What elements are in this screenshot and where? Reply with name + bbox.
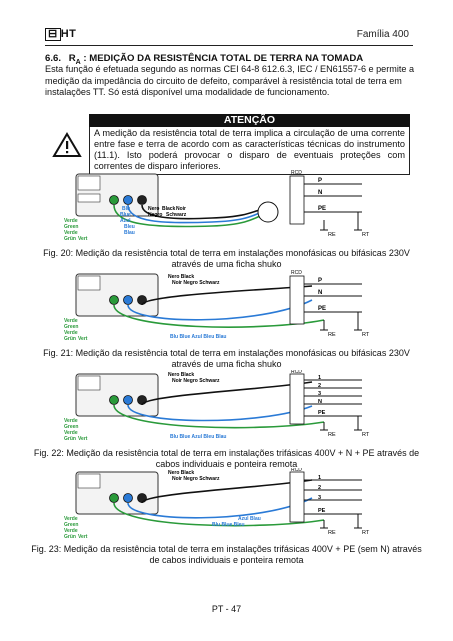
rcd-label: RCD [291, 370, 302, 375]
re-ground-icon [320, 320, 328, 330]
line-label-pe: PE [318, 306, 327, 312]
line-label-pe: PE [318, 410, 326, 416]
page-header [0, 0, 453, 50]
rt-ground-icon [354, 312, 362, 330]
line-label-2: 2 [318, 485, 322, 491]
warning-icon-box [45, 114, 89, 175]
green-label-3: Verde [64, 230, 78, 236]
green-terminal [110, 196, 119, 205]
black-terminal [138, 296, 147, 305]
rcd-box [290, 276, 304, 324]
rt-label: RT [362, 232, 370, 238]
section-title-text: : MEDIÇÃO DA RESISTÊNCIA TOTAL DE TERRA NA TOMADA [80, 53, 364, 64]
rcd-label: RCD [291, 270, 302, 276]
figure-21-diagram [62, 270, 382, 345]
black-line-1: Nero Black [168, 470, 195, 476]
instrument-display [78, 176, 100, 190]
section-number: 6.6. [45, 53, 62, 64]
blue-terminal [124, 196, 133, 205]
black-terminal [138, 396, 147, 405]
figure-23-caption: Fig. 23: Medição da resistência total de terra em instalações trifásicas 400V + PE (sem N) através de cabos individuais e ponteira remota [31, 544, 422, 565]
green-label-3: Verde [64, 528, 78, 534]
figure-20-diagram [62, 170, 382, 245]
black-wire [142, 382, 312, 405]
instrument-display [78, 276, 100, 290]
schuko-plug-icon [258, 202, 278, 222]
green-label-4: Grün [64, 436, 76, 442]
black-label-4: Negro [148, 212, 163, 218]
black-wire [142, 286, 312, 305]
black-label-1: Nero [148, 206, 160, 212]
section-title-r: R [68, 53, 76, 64]
rcd-box [290, 374, 304, 424]
blue-line-2: Blu Blue Bleu [212, 522, 245, 528]
figure-20-caption: Fig. 20: Medição da resistência total de terra em instalações monofásicas ou bifásicas 230V através de uma ficha shuko [43, 248, 410, 269]
product-family: Família 400 [356, 29, 409, 40]
green-terminal [110, 494, 119, 503]
instrument-display [78, 474, 100, 488]
green-label-1: Verde [64, 418, 78, 424]
line-label-1: 1 [318, 375, 322, 381]
header-rule [45, 45, 413, 46]
blue-line: Blu Blue Azul Bleu Blau [170, 434, 227, 440]
logo-text: HT [60, 28, 77, 40]
black-line-1: Nero Black [168, 274, 195, 280]
rt-ground-icon [354, 416, 362, 430]
black-line-2: Noir Negro Schwarz [172, 476, 220, 482]
rt-ground-icon [354, 212, 362, 230]
green-label-3: Verde [64, 330, 78, 336]
rt-ground-icon [354, 514, 362, 528]
line-label-2: 2 [318, 383, 322, 389]
black-terminal [138, 196, 147, 205]
instrument-display [78, 376, 100, 390]
blue-label-4: Bleu [124, 224, 135, 230]
rt-label: RT [362, 530, 370, 536]
black-label-2: Black [162, 206, 176, 212]
rt-label: RT [362, 332, 370, 338]
blue-label-5: Blau [124, 230, 135, 236]
instrument-badge [78, 194, 100, 202]
green-label-2: Green [64, 522, 79, 528]
green-label-4: Grün [64, 236, 76, 242]
green-terminal [110, 296, 119, 305]
re-label: RE [328, 432, 336, 438]
rcd-box [290, 472, 304, 522]
blue-terminal [124, 494, 133, 503]
rt-label: RT [362, 432, 370, 438]
green-label-1: Verde [64, 318, 78, 324]
green-label-4: Grün [64, 534, 76, 540]
blue-label-2: Blue [120, 212, 131, 218]
green-label-1: Verde [64, 516, 78, 522]
rcd-label: RCD [291, 468, 302, 473]
re-label: RE [328, 332, 336, 338]
section-title-sub: A [75, 58, 81, 66]
figure-22-diagram [62, 370, 382, 445]
black-line-1: Nero Black [168, 372, 195, 378]
green-label-5: Vert [78, 336, 88, 342]
ht-logo [45, 28, 76, 41]
warning-text: A medição da resistência total de terra implica a circulação de uma corrente entre fase e terra de acordo com as características técnicas do instrumento (11.1). Isto poderá provocar o disparo de eventuais proteções com correntes de disparo inferiores. [89, 127, 410, 175]
line-label-pe: PE [318, 206, 327, 212]
green-label-5: Vert [78, 534, 88, 540]
green-label-2: Green [64, 224, 79, 230]
re-label: RE [328, 530, 336, 536]
figure-23-diagram [62, 468, 382, 543]
line-label-n: N [318, 190, 323, 196]
line-label-3: 3 [318, 495, 322, 501]
line-label-pe: PE [318, 508, 326, 514]
logo-box: ⊟ [45, 28, 61, 41]
blue-label-3: Azul [120, 218, 131, 224]
line-label-3: 3 [318, 391, 322, 397]
green-terminal [110, 396, 119, 405]
intro-paragraph: Esta função é efetuada segundo as normas CEI 64-8 612.6.3, IEC / EN61557-6 e permite a medição da impedância do circuito de defeito, comparável à resistência total de terra em instalações TT. Só está disponível uma modalidade de funcionamento. [45, 64, 415, 97]
blue-terminal [124, 296, 133, 305]
black-line-2: Noir Negro Schwarz [172, 378, 220, 384]
line-label-n: N [318, 399, 322, 405]
figure-22-caption: Fig. 22: Medição da resistência total de terra em instalações trifásicas 400V + N + PE através de cabos individuais e ponteira remota [33, 448, 420, 469]
rcd-label: RCD [291, 170, 302, 176]
re-label: RE [328, 232, 336, 238]
blue-line: Blu Blue Azul Bleu Blau [170, 334, 227, 340]
rcd-box [290, 176, 304, 224]
warning-triangle-icon [52, 132, 82, 158]
green-label-5: Vert [78, 236, 88, 242]
page-number: PT - 47 [211, 604, 242, 614]
green-label-2: Green [64, 324, 79, 330]
black-wire [142, 480, 312, 503]
black-label-5: Schwarz [166, 212, 187, 218]
line-label-p: P [318, 278, 323, 284]
green-label-2: Green [64, 424, 79, 430]
blue-terminal [124, 396, 133, 405]
green-label-4: Grün [64, 336, 76, 342]
green-label-5: Vert [78, 436, 88, 442]
green-label-3: Verde [64, 430, 78, 436]
line-label-p: P [318, 178, 323, 184]
warning-title: ATENÇÃO [89, 114, 410, 127]
black-label-3: Noir [176, 206, 186, 212]
line-label-1: 1 [318, 475, 322, 481]
line-label-n: N [318, 290, 323, 296]
black-terminal [138, 494, 147, 503]
green-label-1: Verde [64, 218, 78, 224]
figure-21-caption: Fig. 21: Medição da resistência total de terra em instalações monofásicas ou bifásicas 230V através de uma ficha shuko [43, 348, 410, 369]
blue-label-1: Blu [122, 206, 131, 212]
black-line-2: Noir Negro Schwarz [172, 280, 220, 286]
re-ground-icon [320, 220, 328, 230]
blue-line-1: Azul Blau [238, 516, 261, 522]
